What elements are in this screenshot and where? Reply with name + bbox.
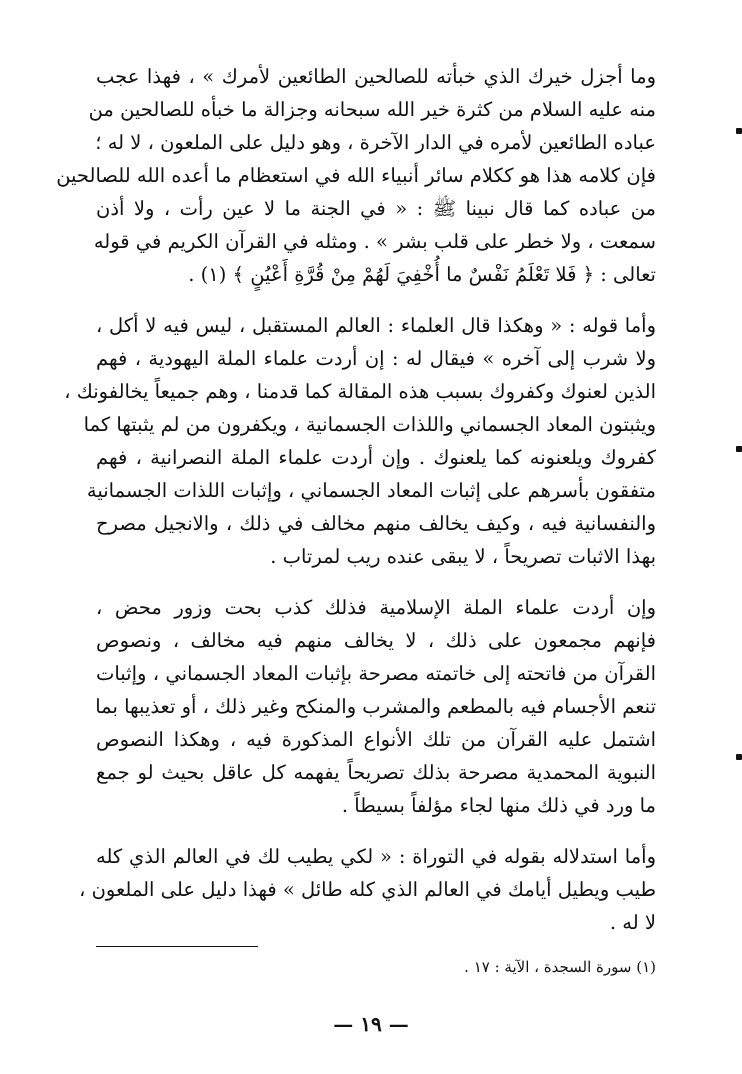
text-line: وما أجزل خيرك الذي خبأته للصالحين الطائعين لأمرك » ، فهذا عجب — [96, 65, 656, 88]
page-body — [56, 60, 656, 939]
paragraph-1 — [56, 60, 656, 291]
margin-mark — [736, 446, 742, 452]
paragraph-3 — [96, 591, 656, 822]
text-line: بهذا الاثبات تصريحاً ، لا يبقى عنده ريب لمرتاب . — [270, 545, 656, 568]
footnote-divider — [96, 946, 258, 947]
text-line: فإنهم مجمعون على ذلك ، لا يخالف منهم فيه مخالف ، ونصوص — [96, 629, 656, 652]
text-line: والنفسانية فيه ، وكيف يخالف منهم مخالف في ذلك ، والانجيل مصرح — [96, 512, 656, 535]
text-line: فإن كلامه هذا هو ككلام سائر أنبياء الله في استعظام ما أعده الله للصالحين — [56, 164, 656, 187]
text-line: طيب ويطيل أيامك في العالم الذي كله طائل » فهذا دليل على الملعون ، — [79, 878, 656, 901]
text-line: ما ورد في ذلك منها لجاء مؤلفاً بسيطاً . — [341, 794, 656, 817]
text-line: منه عليه السلام من كثرة خير الله سبحانه وجزالة ما خبأه للصالحين من — [88, 98, 656, 121]
text-line: وأما قوله : « وهكذا قال العلماء : العالم المستقبل ، ليس فيه لا أكل ، — [96, 314, 656, 337]
margin-mark — [736, 128, 742, 134]
paragraph-2 — [64, 309, 656, 573]
text-line: من عباده كما قال نبينا ﷺ : « في الجنة ما لا عين رأت ، ولا أذن — [96, 197, 656, 220]
text-line: تنعم الأجسام فيه بالمطعم والمشرب والمنكح وغير ذلك ، أو تعذيبها بما — [95, 695, 656, 718]
text-line: الذين لعنوك وكفروك بسبب هذه المقالة كما قدمنا ، وهم جميعاً يخالفونك ، — [64, 380, 656, 403]
text-line: القرآن من فاتحته إلى خاتمته مصرحة بإثبات المعاد الجسماني ، وإثبات — [96, 662, 656, 685]
text-line: تعالى : ﴿ فَلا تَعْلَمُ نَفْسٌ ما أُخْفِيَ لَهُمْ مِنْ قُرَّةِ أَعْيُنٍ ﴾ (١) . — [188, 263, 656, 286]
text-line: ولا شرب إلى آخره » فيقال له : إن أردت علماء الملة اليهودية ، فهم — [96, 347, 656, 370]
text-line: وأما استدلاله بقوله في التوراة : « لكي يطيب لك في العالم الذي كله — [96, 845, 656, 868]
text-line: النبوية المحمدية مصرحة بذلك تصريحاً يفهمه كل عاقل بحيث لو جمع — [96, 761, 656, 784]
footnote: (١) سورة السجدة ، الآية : ١٧ . — [464, 958, 656, 976]
text-line: متفقون بأسرهم على إثبات المعاد الجسماني ، وإثبات اللذات الجسمانية — [86, 479, 656, 502]
text-line: ويثبتون المعاد الجسماني واللذات الجسمانية ، ويكفرون من لم يثبتها كما — [83, 413, 656, 436]
text-line: لا له . — [609, 911, 656, 934]
text-line: عباده الطائعين لأمره في الدار الآخرة ، وهو دليل على الملعون ، لا له ؛ — [95, 131, 656, 154]
text-line: سمعت ، ولا خطر على قلب بشر » . ومثله في القرآن الكريم في قوله — [93, 230, 656, 253]
page-number: — ١٩ — — [333, 1012, 409, 1036]
text-line: وإن أردت علماء الملة الإسلامية فذلك كذب بحت وزور محض ، — [96, 596, 656, 619]
margin-mark — [736, 754, 742, 760]
text-line: كفروك ويلعنونه كما يلعنوك . وإن أردت علماء الملة النصرانية ، فهم — [96, 446, 656, 469]
paragraph-4 — [79, 840, 656, 939]
text-line: اشتمل عليه القرآن من تلك الأنواع المذكورة فيه ، وهكذا النصوص — [96, 728, 656, 751]
